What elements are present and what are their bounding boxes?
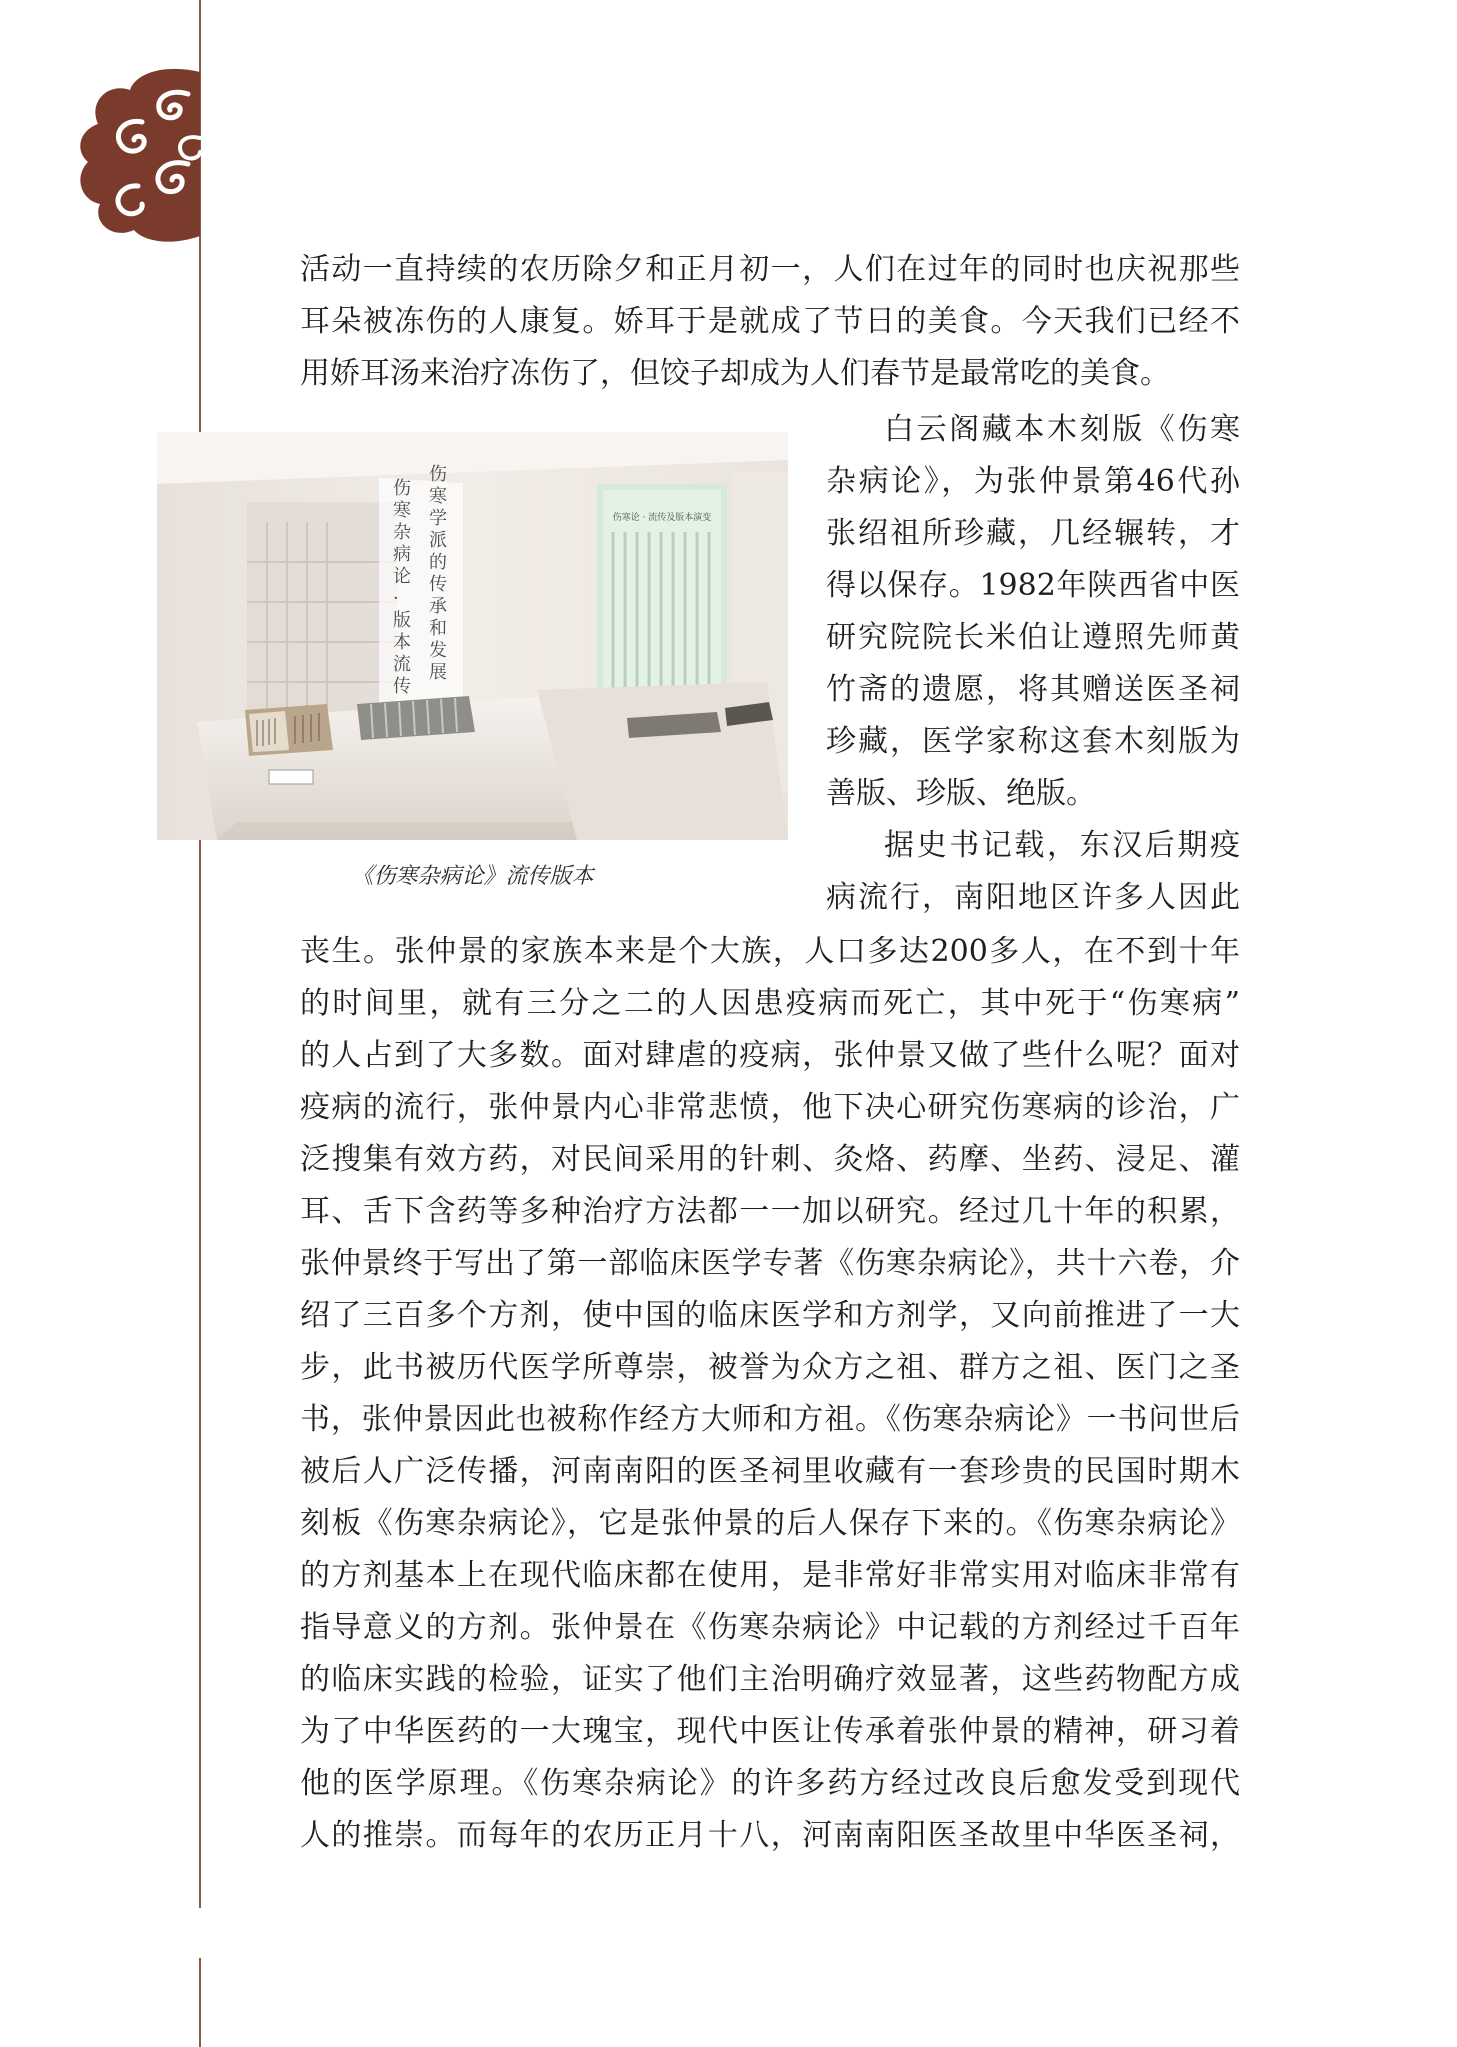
board-char: 论 bbox=[393, 566, 411, 587]
board-char: 的 bbox=[429, 552, 447, 573]
board-char: 寒 bbox=[429, 486, 447, 507]
paragraph-1 bbox=[300, 244, 1240, 400]
text-line: 据史书记载，东汉后期疫 bbox=[884, 828, 1240, 863]
text-line: 泛搜集有效方药，对民间采用的针刺、灸烙、药摩、坐药、浸足、灌 bbox=[300, 1142, 1240, 1177]
text-line: 竹斋的遗愿，将其赠送医圣祠 bbox=[826, 672, 1240, 707]
board-char: 派 bbox=[429, 530, 447, 551]
text-line: 病流行，南阳地区许多人因此 bbox=[826, 880, 1240, 915]
board-char: 展 bbox=[429, 662, 447, 683]
text-line: 善版、珍版、绝版。 bbox=[826, 776, 1096, 811]
text-line: 书，张仲景因此也被称作经方大师和方祖。《伤寒杂病论》一书问世后 bbox=[300, 1402, 1240, 1437]
board-char: 承 bbox=[429, 596, 447, 617]
text-line: 杂病论》，为张仲景第46代孙 bbox=[826, 464, 1240, 499]
board-char: 寒 bbox=[393, 500, 411, 521]
board-char: 流 bbox=[393, 654, 411, 675]
text-line: 被后人广泛传播，河南南阳的医圣祠里收藏有一套珍贵的民国时期木 bbox=[300, 1454, 1240, 1489]
board-char: · bbox=[393, 588, 399, 609]
museum-photo bbox=[157, 432, 788, 840]
board-char: 传 bbox=[429, 574, 447, 595]
text-line: 的人占到了大多数。面对肆虐的疫病，张仲景又做了些什么呢？面对 bbox=[300, 1038, 1240, 1073]
photo-caption: 《伤寒杂病论》流传版本 bbox=[351, 864, 594, 889]
text-line: 的方剂基本上在现代临床都在使用，是非常好非常实用对临床非常有 bbox=[300, 1558, 1240, 1593]
text-line: 指导意义的方剂。张仲景在《伤寒杂病论》中记载的方剂经过千百年 bbox=[300, 1610, 1240, 1645]
text-line: 耳朵被冻伤的人康复。娇耳于是就成了节日的美食。今天我们已经不 bbox=[300, 304, 1240, 339]
board-char: 病 bbox=[393, 544, 411, 565]
paragraph-3 bbox=[300, 926, 1240, 1862]
text-line: 人的推崇。而每年的农历正月十八，河南南阳医圣故里中华医圣祠， bbox=[300, 1818, 1240, 1853]
text-line: 步，此书被历代医学所尊崇，被誉为众方之祖、群方之祖、医门之圣 bbox=[300, 1350, 1240, 1385]
text-line: 丧生。张仲景的家族本来是个大族，人口多达200多人，在不到十年 bbox=[300, 934, 1240, 969]
board-char: 学 bbox=[429, 508, 447, 529]
board-char: 伤 bbox=[393, 478, 411, 499]
panel-title: 伤寒论 · 流传及版本演变 bbox=[612, 513, 712, 523]
text-line: 绍了三百多个方剂，使中国的临床医学和方剂学，又向前推进了一大 bbox=[300, 1298, 1240, 1333]
board-char: 传 bbox=[393, 676, 411, 697]
paragraph-2 bbox=[826, 404, 1240, 924]
cloud-ornament-icon bbox=[72, 64, 208, 244]
text-line: 刻板《伤寒杂病论》，它是张仲景的后人保存下来的。《伤寒杂病论》 bbox=[300, 1506, 1240, 1541]
text-line: 的时间里，就有三分之二的人因患疫病而死亡，其中死于“伤寒病” bbox=[300, 986, 1240, 1021]
text-line: 张绍祖所珍藏，几经辗转，才 bbox=[826, 516, 1240, 551]
text-line: 用娇耳汤来治疗冻伤了，但饺子却成为人们春节是最常吃的美食。 bbox=[300, 356, 1170, 391]
board-char: 和 bbox=[429, 618, 447, 639]
text-line: 得以保存。1982年陕西省中医 bbox=[826, 568, 1240, 603]
board-char: 发 bbox=[429, 640, 447, 661]
board-char: 伤 bbox=[429, 464, 447, 485]
margin-rule-bottom bbox=[199, 1958, 201, 2047]
text-line: 珍藏，医学家称这套木刻版为 bbox=[826, 724, 1240, 759]
text-line: 白云阁藏本木刻版《伤寒 bbox=[884, 412, 1240, 447]
text-line: 张仲景终于写出了第一部临床医学专著《伤寒杂病论》，共十六卷，介 bbox=[300, 1246, 1240, 1281]
text-line: 为了中华医药的一大瑰宝，现代中医让传承着张仲景的精神，研习着 bbox=[300, 1714, 1240, 1749]
text-line: 耳、舌下含药等多种治疗方法都一一加以研究。经过几十年的积累， bbox=[300, 1194, 1240, 1229]
board-char: 杂 bbox=[393, 522, 411, 543]
board-char: 版 bbox=[393, 610, 411, 631]
board-char: 本 bbox=[393, 632, 411, 653]
text-line: 研究院院长米伯让遵照先师黄 bbox=[826, 620, 1240, 655]
margin-rule-top bbox=[199, 0, 201, 1908]
text-line: 疫病的流行，张仲景内心非常悲愤，他下决心研究伤寒病的诊治，广 bbox=[300, 1090, 1240, 1125]
text-line: 活动一直持续的农历除夕和正月初一，人们在过年的同时也庆祝那些 bbox=[300, 252, 1240, 287]
text-line: 他的医学原理。《伤寒杂病论》的许多药方经过改良后愈发受到现代 bbox=[300, 1766, 1240, 1801]
text-line: 的临床实践的检验，证实了他们主治明确疗效显著，这些药物配方成 bbox=[300, 1662, 1240, 1697]
